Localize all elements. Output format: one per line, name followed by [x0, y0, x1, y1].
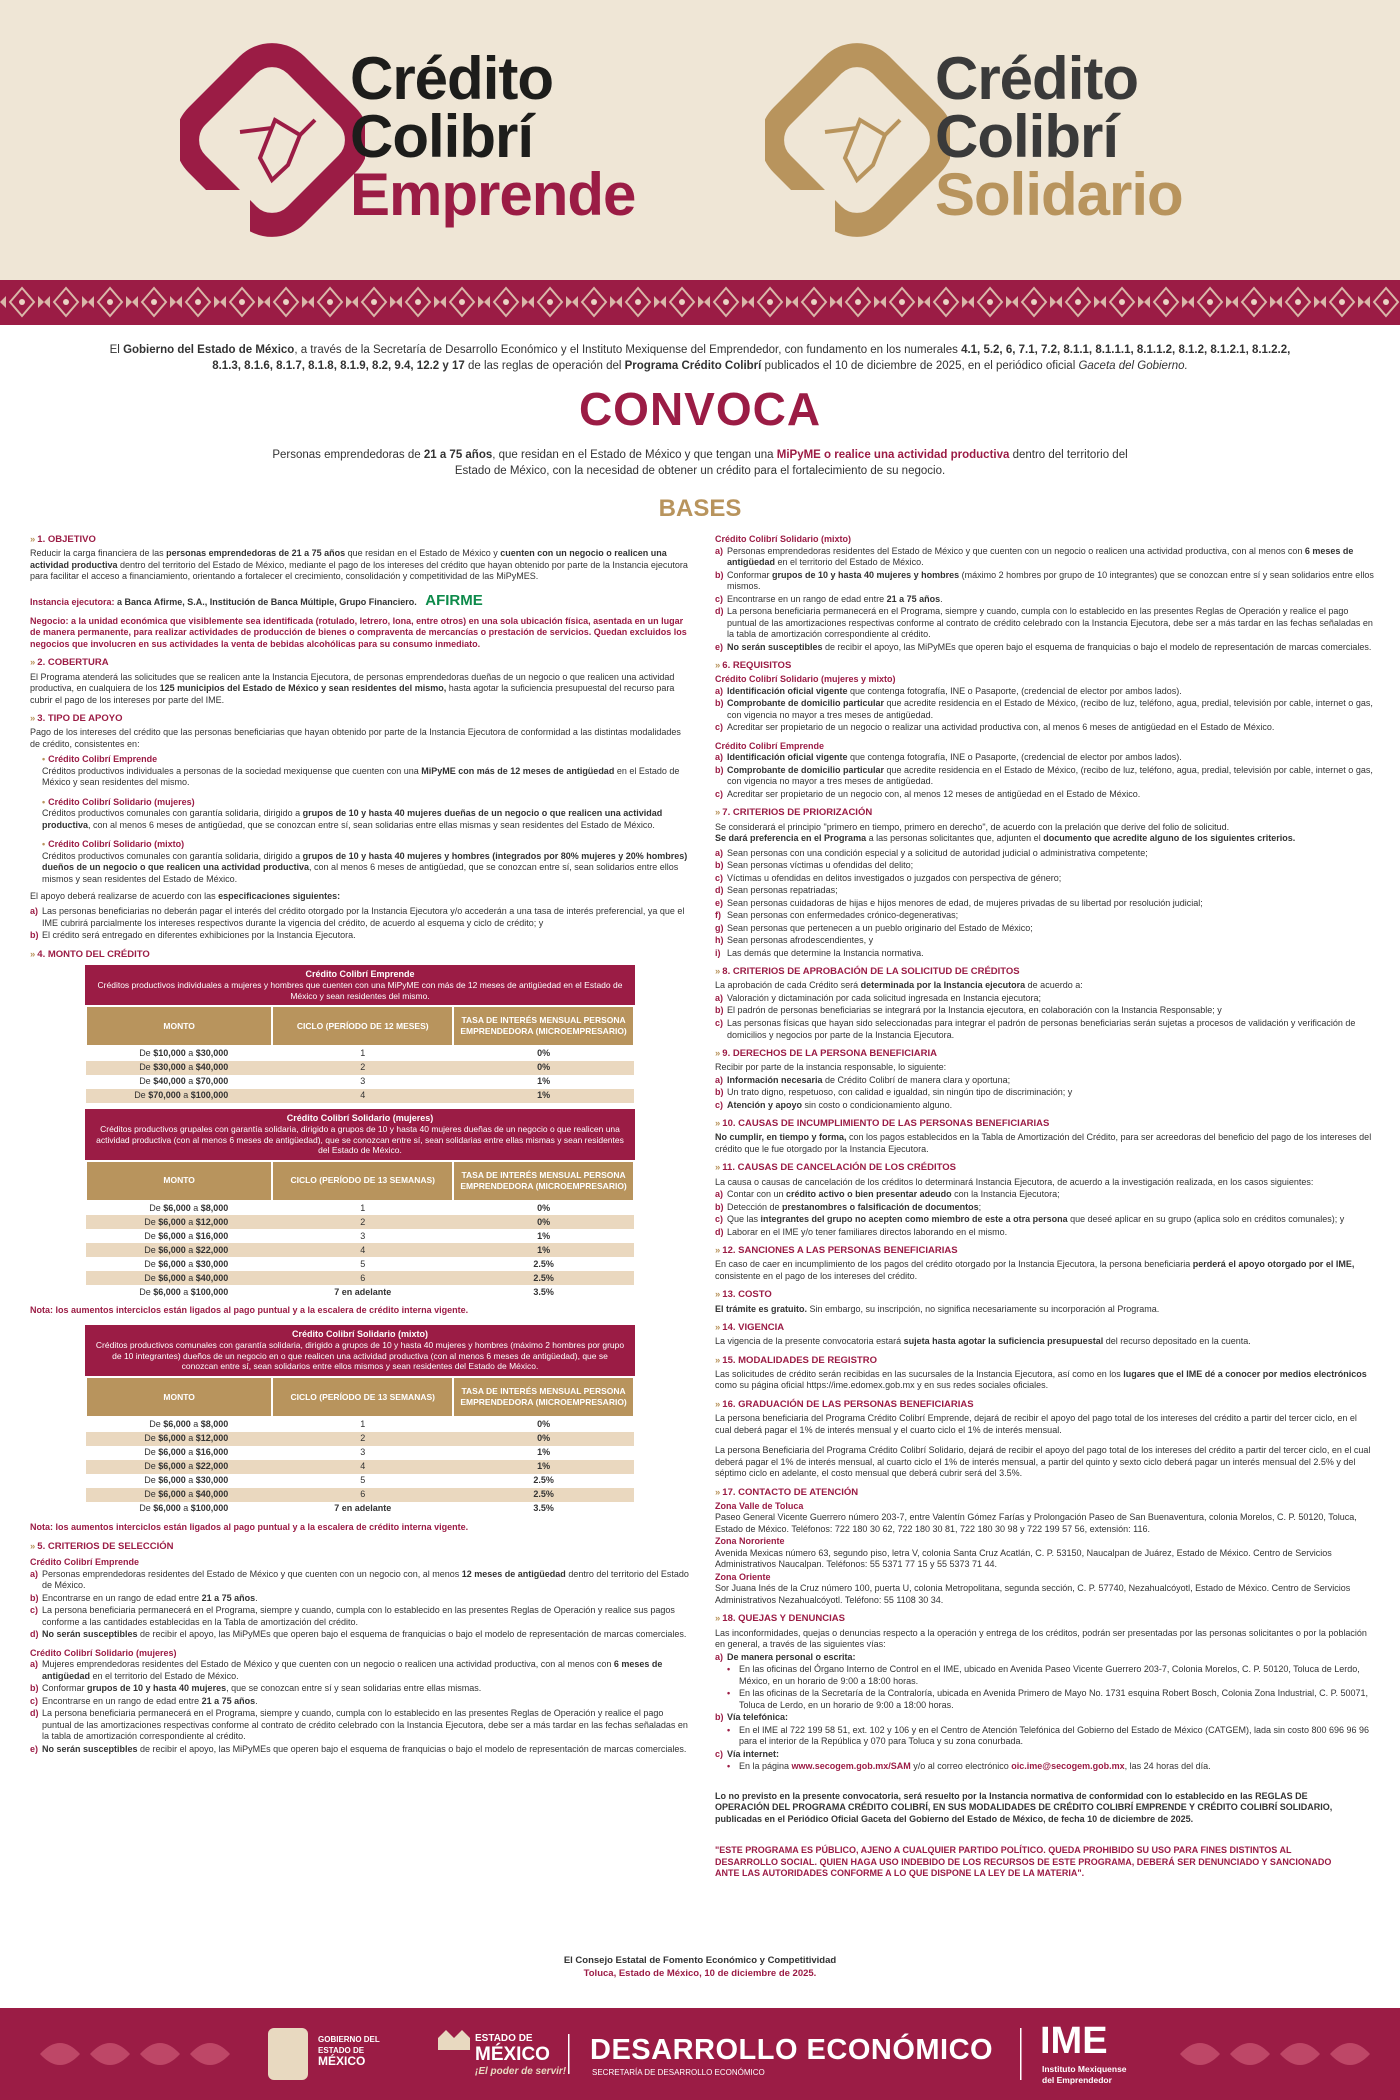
- section-cancelacion: » 11. CAUSAS DE CANCELACIÓN DE LOS CRÉDITOS La causa o causas de cancelación de los créditos lo determinará Instancia Ejecutora, de acuerdo a la investigación realizada, en los casos siguientes: a) Contar con un crédito activo o bien presentar adeudo con la Instancia Ejecutora; b) Detección de prestanombres o falsificación de documentos; c) Que las integrantes del grupo no acepten como miembro de este a otra persona que deseé aplicar en su grupo (aplica solo en créditos comunales); y d) Laborar en el IME y/o tener familiares directos laborando en el mismo.: [715, 1162, 1375, 1238]
- section-modalidades: » 15. MODALIDADES DE REGISTRO Las solicitudes de crédito serán recibidas en las sucursales de la Instancia Ejecutora, así como en los lugares que el IME dé a conocer por medios electrónicos como su página oficial https://ime.edomex.gob.mx y en sus redes sociales oficiales.: [715, 1355, 1375, 1392]
- logo1-line3: Emprende: [350, 161, 636, 228]
- tasa-cell: 1%: [453, 1089, 634, 1103]
- monto-cell: De $6,000 a $40,000: [86, 1271, 272, 1285]
- list-item: b) Sean personas víctimas u ofendidas del delito;: [715, 860, 914, 871]
- list-item: f) Sean personas con enfermedades crónico-degenerativas;: [715, 910, 959, 921]
- section-vigencia: » 14. VIGENCIA La vigencia de la presente convocatoria estará sujeta hasta agotar la suficiencia presupuestal del recurso depositado en la cuenta.: [715, 1322, 1375, 1348]
- tasa-cell: 0%: [537, 1419, 551, 1429]
- ciclo-cell: 2: [272, 1432, 453, 1446]
- table-row: [86, 1502, 634, 1516]
- section-criterios-seleccion: » 5. CRITERIOS DE SELECCIÓN Crédito Colibrí Emprende a) Personas emprendedoras residentes del Estado de México y que cuenten con un negocio con, al menos 12 meses de antigüedad dentro del territorio del Estado de México. b) Encontrarse en un rango de edad entre 21 a 75 años. c) La persona beneficiaria permanecerá en el Programa, siempre y cuando, cumpla con lo establecido en las presentes Reglas de Operación y realice sus pagos conforme a las cantidades establecidas en la Tabla de amortización del crédito. d) No serán susceptibles de recibir el apoyo, las MiPyMEs que operen bajo el esquema de franquicias o bajo el modelo de representación de marcas comerciales. Crédito Colibrí Solidario (mujeres) a) Mujeres emprendedoras residentes del Estado de México y que cuenten con un negocio o realicen una actividad productiva, con al menos con 6 meses de antigüedad en el territorio del Estado de México. b) Conformar grupos de 10 y hasta 40 mujeres, que se conozcan entre sí y sean solidarias entre ellas mismas. c) Encontrarse en un rango de edad entre 21 a 75 años. d) La persona beneficiaria permanecerá en el Programa, siempre y cuando, cumpla con lo establecido en las presentes Reglas de Operación y realice el pago puntual de las amortizaciones respectivas conforme al contrato de crédito celebrado con la Instancia Ejecutora, debe ser a más tardar en las fechas señaladas en la tabla de amortización correspondiente al crédito. e) No serán susceptibles de recibir el apoyo, las MiPyMEs que operen bajo el esquema de franquicias o bajo el modelo de representación de marcas comerciales.: [30, 1541, 690, 1755]
- logo2-line3: Solidario: [935, 161, 1183, 228]
- section-requisitos: » 6. REQUISITOS Crédito Colibrí Solidario (mujeres y mixto) a) Identificación oficial vigente que contenga fotografía, INE o Pasaporte, (credencial de elector por ambos lados). b) Comprobante de domicilio particular que acredite residencia en el Estado de México, (recibo de luz, teléfono, agua, predial, televisión por cable, internet o gas, con vigencia no mayor a tres meses de antigüedad. c) Acreditar ser propietario de un negocio o realizar una actividad productiva con, al menos 6 meses de antigüedad en el Estado de México. Crédito Colibrí Emprende a) Identificación oficial vigente que contenga fotografía, INE o Pasaporte, (credencial de elector por ambos lados). b) Comprobante de domicilio particular que acredite residencia en el Estado de México, (recibo de luz, teléfono, agua, predial, televisión por cable, internet o gas, con vigencia no mayor a tres meses de antigüedad. c) Acreditar ser propietario de un negocio con, al menos 12 meses de antigüedad en el Estado de México.: [715, 660, 1375, 800]
- list-item: a) Información necesaria de Crédito Colibrí de manera clara y oportuna;: [715, 1074, 1011, 1085]
- list-item: h) Sean personas afrodescendientes, y: [715, 935, 874, 946]
- table-row: [86, 1089, 634, 1103]
- table-row: [86, 1075, 634, 1089]
- section-aprobacion: » 8. CRITERIOS DE APROBACIÓN DE LA SOLICITUD DE CRÉDITOS La aprobación de cada Crédito será determinada por la Instancia ejecutora de acuerdo a: a) Valoración y dictaminación por cada solicitud ingresada en Instancia ejecutora; b) El padrón de personas beneficiarias se integrará por la Instancia ejecutora, en colaboración con la Instancia Responsable; y c) Las personas físicas que hayan sido seleccionadas para integrar el padrón de personas beneficiarias serán sujetas a procesos de validación y verificación de domicilios y negocios por parte de la Instancia Ejecutora.: [715, 966, 1375, 1041]
- list-item: c) Víctimas u ofendidas en delitos investigados o juzgados con perspectiva de género;: [715, 872, 1062, 883]
- list-item: d) La persona beneficiaria permanecerá en el Programa, siempre y cuando, cumpla con lo establecido en las presentes Reglas de Operación y realice el pago puntual de las amortizaciones respectivas conforme al contrato de crédito celebrado con la Instancia Ejecutora, debe ser a más tardar en las fechas señaladas en la tabla de amortización correspondiente al crédito.: [30, 1708, 688, 1742]
- tasa-cell: 1%: [537, 1075, 551, 1086]
- convoca-title: CONVOCA: [578, 383, 822, 435]
- section-tipo-apoyo: » 3. TIPO DE APOYO Pago de los intereses del crédito que las personas beneficiarias que hayan obtenido por parte de la Instancia Ejecutora de conformidad a las distintas modalidades de crédito, consistentes en: • Crédito Colibrí Emprende Créditos productivos individuales a personas de la sociedad mexiquense que cuenten con una MiPyME con más de 12 meses de antigüedad en el Estado de México y sean residentes del mismo. • Crédito Colibrí Solidario (mujeres) Créditos productivos comunales con garantía solidaria, dirigido a grupos de 10 y hasta 40 mujeres dueñas de un negocio o que realicen una actividad productiva, con al menos 6 meses de antigüedad, que se conozcan entre sí, sean solidarias entre ellas mismas y sean residentes del Estado de México. • Crédito Colibrí Solidario (mixto) Créditos productivos comunales con garantía solidaria, dirigido a grupos de 10 y hasta 40 mujeres y hombres (integrados por 80% mujeres y 20% hombres) dueños de un negocio o que realicen una actividad productiva, con al menos 6 meses de antigüedad, que se conozcan entre sí, sean solidarios entre ellos mismos y sean residentes del Estado de México. El apoyo deberá realizarse de acuerdo con las especificaciones siguientes: a) Las personas beneficiarias no deberán pagar el interés del crédito otorgado por la Instancia Ejecutora y/o accederán a una tasa de interés preferencial, ya que el IME cubrirá parcialmente los intereses respectivos durante la vigencia del crédito, de acuerdo al esquema y ciclo de crédito; y b) El crédito será entregado en diferentes exhibiciones por la Instancia Ejecutora.: [30, 713, 690, 941]
- list-item: b) Conformar grupos de 10 y hasta 40 mujeres, que se conozcan entre sí y sean solidarias entre ellas mismas.: [30, 1683, 482, 1694]
- lead-paragraph: Personas emprendedoras de 21 a 75 años, que residan en el Estado de México y que tengan una MiPyME o realice una actividad productiva dentro del territorio del Estado de México, con la necesidad de obtener un crédito para el fortalecimiento de su negocio.: [272, 449, 1128, 477]
- table-row: [86, 1460, 634, 1474]
- list-item: a) Sean personas con una condición especial y a solicitud de autoridad judicial o administrativa competente;: [715, 847, 1148, 858]
- pattern-icon: [0, 284, 1400, 321]
- list-item: b) Detección de prestanombres o falsificación de documentos;: [715, 1201, 982, 1212]
- logo1-line2: Colibrí: [350, 103, 533, 170]
- list-item: b) Conformar grupos de 10 y hasta 40 mujeres y hombres (máximo 2 hombres por grupo de 10 integrantes) que se conozcan entre sí y sean solidarios entre ellos mismos.: [715, 569, 1374, 592]
- tasa-cell: 2.5%: [533, 1474, 554, 1485]
- logo2-line2: Colibrí: [935, 103, 1118, 170]
- email-link[interactable]: oic.ime@secogem.gob.mx: [1011, 1761, 1125, 1772]
- tasa-cell: 0%: [453, 1215, 634, 1229]
- monto-cell: De $6,000 a $8,000: [149, 1202, 229, 1213]
- ciclo-cell: 6: [272, 1271, 453, 1285]
- section-objetivo: » 1. OBJETIVO Reducir la carga financiera de las personas emprendedoras de 21 a 75 años que residan en el Estado de México y cuenten con un negocio o realicen una actividad productiva dentro del territorio del Estado de México, mediante el pago de los intereses del crédito que hayan obtenido por parte de la Instancia ejecutora para facilitar el acceso a financiamiento, orientando a fortalecer el crecimiento, consolidación y competitividad de las MiPyMES. Instancia ejecutora: a Banca Afirme, S.A., Institución de Banca Múltiple, Grupo Financiero. AFIRME Negocio: a la unidad económica que visiblemente sea identificada (rotulado, letrero, lona, entre otros) en una sola ubicación física, asentada en un lugar de manera permanente, para realizar actividades de producción de bienes o compraventa de mercancías o prestación de servicios. Quedan excluidos los negocios que involucren en sus actividades la venta de bebidas alcohólicas para su consumo inmediato.: [30, 534, 690, 650]
- ciclo-cell: 3: [360, 1075, 366, 1086]
- sam-link[interactable]: www.secogem.gob.mx/SAM: [791, 1761, 911, 1772]
- table-row: [86, 1215, 634, 1229]
- list-item: d) No serán susceptibles de recibir el apoyo, las MiPyMEs que operen bajo el esquema de franquicias o bajo el modelo de representación de marcas comerciales.: [30, 1629, 687, 1640]
- monto-cell: De $6,000 a $8,000: [149, 1419, 229, 1429]
- monto-cell: De $6,000 a $100,000: [139, 1502, 229, 1513]
- footer-bar: [0, 2008, 1400, 2100]
- logo-credito-colibri-solidario: [765, 40, 1365, 250]
- tasa-cell: 0%: [537, 1202, 551, 1213]
- monto-cell: De $6,000 a $30,000: [144, 1258, 229, 1269]
- afirme-logo: AFIRME: [425, 591, 483, 609]
- table-row: [86, 1488, 634, 1502]
- table-row: [86, 1046, 634, 1061]
- list-item: b) Comprobante de domicilio particular que acredite residencia en el Estado de México, (recibo de luz, teléfono, agua, predial, televisión por cable, internet o gas, con vigencia no mayor a tres meses de antigüedad.: [715, 764, 1373, 787]
- table-emprende: Crédito Colibrí Emprende Créditos productivos individuales a mujeres y hombres que cuenten con una MiPyME con más de 12 meses de antigüedad en el Estado de México y sean residentes del mismo. MONTO CICLO (PERÍODO DE 12 MESES) TASA DE INTERÉS MENSUAL PERSONA EMPRENDEDORA (MICROEMPRESARIO) De $10,000 a $30,000 1 0% De $30,000 a $40,000 2 0% De $40,000 a $70,000 3 1% De $70,000 a $100,000 4 1%: [85, 965, 635, 1103]
- section-quejas: » 18. QUEJAS Y DENUNCIAS Las inconformidades, quejas o denuncias respecto a la operación y entrega de los créditos, podrán ser presentadas por las personas solicitantes o por la población en general, a través de las siguientes vías: a) De manera personal o escrita: • En las oficinas del Órgano Interno de Control en el IME, ubicado en Avenida Paseo Vicente Guerrero 203-7, Colonia Morelos, C. P. 50120, Toluca de Lerdo, México, en un horario de 9:00 a 18:00 horas. • En las oficinas de la Secretaría de la Contraloría, ubicada en Avenida Primero de Mayo No. 1731 esquina Robert Bosch, Colonia Zona Industrial, C. P. 50071, Toluca de Lerdo, en un horario de 9:00 a 18:00 horas. b) Vía telefónica: • En el IME al 722 199 58 51, ext. 102 y 106 y en el Centro de Atención Telefónica del Gobierno del Estado de México (CATGEM), lada sin costo 800 696 96 96 para el interior de la República y 070 para Toluca y su zona conurbada. c) Vía internet: • En la página www.secogem.gob.mx/SAM y/o al correo electrónico oic.ime@secogem.gob.mx, las 24 horas del día.: [715, 1613, 1375, 1772]
- monto-cell: De $6,000 a $30,000: [144, 1474, 229, 1485]
- list-item: c) Atención y apoyo sin costo o condicionamiento alguno.: [715, 1099, 953, 1110]
- table-row: [86, 1474, 634, 1488]
- tasa-cell: 1%: [537, 1446, 551, 1457]
- list-item: d) La persona beneficiaria permanecerá en el Programa, siempre y cuando, cumpla con lo establecido en las presentes Reglas de Operación y realice el pago puntual de las amortizaciones respectivas conforme al contrato de crédito celebrado con la Instancia Ejecutora, debe ser a más tardar en las fechas señaladas en la tabla de amortización correspondiente al crédito.: [715, 606, 1373, 640]
- table-row: [86, 1243, 634, 1257]
- section-criterios-mixto: Crédito Colibrí Solidario (mixto) a) Personas emprendedoras residentes del Estado de México y que cuenten con un negocio o realicen una actividad productiva, con al menos con 6 meses de antigüedad en el territorio del Estado de México. b) Conformar grupos de 10 y hasta 40 mujeres y hombres (máximo 2 hombres por grupo de 10 integrantes) que se conozcan entre sí y sean solidarios entre ellos mismos. c) Encontrarse en un rango de edad entre 21 a 75 años. d) La persona beneficiaria permanecerá en el Programa, siempre y cuando, cumpla con lo establecido en las presentes Reglas de Operación y realice el pago puntual de las amortizaciones respectivas conforme al contrato de crédito celebrado con la Instancia Ejecutora, debe ser a más tardar en las fechas señaladas en la tabla de amortización correspondiente al crédito. e) No serán susceptibles de recibir el apoyo, las MiPyMEs que operen bajo el esquema de franquicias o bajo el modelo de representación de marcas comerciales.: [715, 534, 1374, 652]
- ciclo-cell: 2: [272, 1061, 453, 1075]
- monto-cell: De $10,000 a $30,000: [139, 1048, 229, 1059]
- edomex-logo: ESTADO DE MÉXICO ¡El poder de servir!: [475, 2033, 567, 2077]
- ciclo-cell: 6: [272, 1488, 453, 1502]
- gobierno-logo: GOBIERNO DEL ESTADO DE MÉXICO: [318, 2035, 380, 2068]
- list-item: a) Mujeres emprendedoras residentes del Estado de México y que cuenten con un negocio o realicen una actividad productiva, con al menos con 6 meses de antigüedad en el territorio del Estado de México.: [30, 1659, 663, 1681]
- tasa-cell: 1%: [453, 1243, 634, 1257]
- list-item: c) Acreditar ser propietario de un negocio o realizar una actividad productiva con, al menos 6 meses de antigüedad en el Estado de México.: [715, 722, 1275, 733]
- desarrollo-economico-logo: DESARROLLO ECONÓMICO: [590, 2034, 994, 2066]
- ciclo-cell: 4: [272, 1243, 453, 1257]
- monto-cell: De $70,000 a $100,000: [86, 1089, 272, 1103]
- table-row: [86, 1285, 634, 1299]
- monto-cell: De $6,000 a $12,000: [86, 1215, 272, 1229]
- ciclo-cell: 4: [272, 1460, 453, 1474]
- table-row: [86, 1201, 634, 1216]
- closing-paragraph: Lo no previsto en la presente convocatoria, será resuelto por la Instancia normativa de conformidad con lo establecido en las REGLAS DE OPERACIÓN DEL PROGRAMA CRÉDITO COLIBRÍ, EN SUS MODALIDADES DE CRÉDITO COLIBRÍ EMPRENDE Y CRÉDITO COLIBRÍ SOLIDARIO, publicadas en el Periódico Oficial Gaceta del Gobierno del Estado de México, de fecha 10 de diciembre de 2025.: [715, 1790, 1333, 1824]
- section-derechos: » 9. DERECHOS DE LA PERSONA BENEFICIARIA Recibir por parte de la instancia responsable, lo siguiente: a) Información necesaria de Crédito Colibrí de manera clara y oportuna; b) Un trato digno, respetuoso, con calidad e igualdad, sin ningún tipo de discriminación; y c) Atención y apoyo sin costo o condicionamiento alguno.: [715, 1048, 1375, 1111]
- list-item: i) Las demás que determine la Instancia normativa.: [715, 947, 924, 958]
- list-item: c) Acreditar ser propietario de un negocio con, al menos 12 meses de antigüedad en el Estado de México.: [715, 788, 1141, 799]
- logo2-line1: Crédito: [935, 45, 1138, 112]
- list-item: a) Identificación oficial vigente que contenga fotografía, INE o Pasaporte, (credencial de elector por ambos lados).: [715, 752, 1182, 763]
- tasa-cell: 1%: [453, 1460, 634, 1474]
- list-item: c) Encontrarse en un rango de edad entre 21 a 75 años.: [30, 1695, 258, 1706]
- left-column: [30, 534, 690, 1762]
- section-contacto: » 17. CONTACTO DE ATENCIÓN Zona Valle de Toluca Paseo General Vicente Guerrero número 203-7, entre Valentín Gómez Farías y Prolongación Paseo de San Buenaventura, colonia Morelos, C. P. 50120, Toluca, Estado de México. Teléfonos: 722 180 30 62, 722 180 30 81, 722 180 30 98 y 722 199 57 56, extensión: 116. Zona Nororiente Avenida Mexicas número 63, segundo piso, letra V, colonia Santa Cruz Acatlán, C. P. 53150, Naucalpan de Juárez, Estado de México. Centro de Servicios Administrativos Naucalpan. Teléfonos: 55 5371 77 15 y 55 5373 71 44. Zona Oriente Sor Juana Inés de la Cruz número 100, puerta U, colonia Metropolitana, segunda sección, C. P. 57740, Nezahualcóyotl, Estado de México. Centro de Servicios Administrativos Nezahualcóyotl. Teléfono: 55 1108 30 34.: [715, 1487, 1375, 1607]
- list-item: b) Un trato digno, respetuoso, con calidad e igualdad, sin ningún tipo de discriminación; y: [715, 1087, 1073, 1098]
- table-row: [86, 1271, 634, 1285]
- section-sanciones: » 12. SANCIONES A LAS PERSONAS BENEFICIARIAS En caso de caer en incumplimiento de los pagos del crédito otorgado por la Instancia Ejecutora, la persona beneficiaria perderá el apoyo otorgado por el IME, consistente en el pago de los intereses del crédito.: [715, 1245, 1375, 1282]
- section-priorizacion: » 7. CRITERIOS DE PRIORIZACIÓN Se considerará el principio "primero en tiempo, primero en derecho", de acuerdo con la prelación que derive del folio de solicitud. Se dará preferencia en el Programa a las personas solicitantes que, adjunten el documento que acredite alguno de los siguientes criterios. a) Sean personas con una condición especial y a solicitud de autoridad judicial o administrativa competente; b) Sean personas víctimas u ofendidas del delito; c) Víctimas u ofendidas en delitos investigados o juzgados con perspectiva de género; d) Sean personas repatriadas; e) Sean personas cuidadoras de hijas e hijos menores de edad, de mujeres privadas de su libertad por resolución judicial; f) Sean personas con enfermedades crónico-degenerativas; g) Sean personas que pertenecen a un pueblo originario del Estado de México; h) Sean personas afrodescendientes, y i) Las demás que determine la Instancia normativa.: [715, 807, 1375, 959]
- monto-cell: De $6,000 a $22,000: [86, 1243, 272, 1257]
- ciclo-cell: 4: [272, 1089, 453, 1103]
- ciclo-cell: 2: [272, 1215, 453, 1229]
- list-item: a) Personas emprendedoras residentes del Estado de México y que cuenten con un negocio o realicen una actividad productiva, con al menos con 6 meses de antigüedad en el territorio del Estado de México.: [715, 545, 1354, 568]
- ciclo-cell: 7 en adelante: [334, 1502, 392, 1513]
- list-item: a) Identificación oficial vigente que contenga fotografía, INE o Pasaporte, (credencial de elector por ambos lados).: [715, 685, 1182, 696]
- bases-title: BASES: [658, 495, 742, 522]
- header-banner: [0, 0, 1400, 280]
- ciclo-cell: 5: [360, 1474, 366, 1485]
- tasa-cell: 3.5%: [533, 1286, 554, 1297]
- list-item: b) Encontrarse en un rango de edad entre 21 a 75 años.: [30, 1592, 258, 1603]
- ciclo-cell: 5: [360, 1258, 366, 1269]
- list-item: a) Contar con un crédito activo o bien presentar adeudo con la Instancia Ejecutora;: [715, 1189, 1060, 1200]
- table-row: [86, 1446, 634, 1460]
- list-item: c) Las personas físicas que hayan sido seleccionadas para integrar el padrón de personas beneficiarias serán sujetas a procesos de validación y verificación de domicilios y negocios por parte de la Instancia Ejecutora.: [715, 1018, 1356, 1040]
- section-cobertura: » 2. COBERTURA El Programa atenderá las solicitudes que se realicen ante la Instancia Ejecutora, de personas emprendedoras dueñas de un negocio o que realicen una actividad productiva, en cualquiera de los 125 municipios del Estado de México y sean residentes del mismo, hasta agotar la suficiencia presupuestal del recurso para cubrir el pago de los intereses por parte del IME.: [30, 657, 690, 706]
- list-item: c) Encontrarse en un rango de edad entre 21 a 75 años.: [715, 593, 943, 604]
- section-graduacion: » 16. GRADUACIÓN DE LAS PERSONAS BENEFICIARIAS La persona beneficiaria del Programa Crédito Colibrí Emprende, dejará de recibir el apoyo del pago total de los intereses del crédito a partir del tercer ciclo, en el cual deberá pagar el 1% de interés mensual y el cuarto ciclo el 1% de interés mensual. La persona Beneficiaria del Programa Crédito Colibrí Solidario, dejará de recibir el apoyo del pago total de los intereses del crédito a partir del tercer ciclo, en el cual deberá pagar el 1% de interés mensual, al cuarto ciclo el 1% de interés mensual, a partir del quinto y sexto ciclo deberá pagar un interés mensual del 2.5% y del séptimo ciclo en adelante, el costo mensual que deberá cubrir será del 3.5%.: [715, 1399, 1375, 1480]
- table-row: [86, 1229, 634, 1243]
- tasa-cell: 0%: [537, 1048, 551, 1059]
- monto-cell: De $6,000 a $100,000: [139, 1286, 229, 1297]
- list-item: a) Personas emprendedoras residentes del Estado de México y que cuenten con un negocio con, al menos 12 meses de antigüedad dentro del territorio del Estado de México.: [30, 1568, 689, 1591]
- list-item: g) Sean personas que pertenecen a un pueblo originario del Estado de México;: [715, 922, 1033, 933]
- table-row: [86, 1432, 634, 1446]
- tasa-cell: 1%: [537, 1230, 551, 1241]
- tasa-cell: 0%: [453, 1432, 634, 1446]
- ciclo-cell: 1: [360, 1202, 366, 1213]
- monto-cell: De $6,000 a $22,000: [86, 1460, 272, 1474]
- tasa-cell: 2.5%: [533, 1258, 554, 1269]
- list-item: b) Comprobante de domicilio particular que acredite residencia en el Estado de México, (recibo de luz, teléfono, agua, predial, televisión por cable, internet o gas, con vigencia no mayor a tres meses de antigüedad.: [715, 698, 1373, 720]
- logo-credito-colibri-emprende: [180, 40, 780, 250]
- list-item: b) El padrón de personas beneficiarias se integrará por la Instancia ejecutora, en colaboración con la Instancia Responsable; y: [715, 1005, 1222, 1016]
- table-row: [86, 1257, 634, 1271]
- hummingbird-icon: [180, 40, 365, 240]
- legal-legend: "ESTE PROGRAMA ES PÚBLICO, AJENO A CUALQUIER PARTIDO POLÍTICO. QUEDA PROHIBIDO SU USO PARA FINES DISTINTOS AL DESARROLLO SOCIAL. QUIEN HAGA USO INDEBIDO DE LOS RECURSOS DE ESTE PROGRAMA, DEBERÁ SER DENUNCIADO Y SANCIONADO ANTE LAS AUTORIDADES CONFORME A LO QUE DISPONE LA LEY DE LA MATERIA".: [715, 1845, 1332, 1879]
- table-row: [86, 1417, 634, 1432]
- ime-label: Instituto Mexiquense del Emprendedor: [1042, 2064, 1127, 2085]
- intro-paragraph: El Gobierno del Estado de México, a través de la Secretaría de Desarrollo Económico y el Instituto Mexiquense del Emprendedor, con fundamento en los numerales 4.1, 5.2, 6, 7.1, 7.2, 8.1.1, 8.1.1.1, 8.1.1.2, 8.1.2, 8.1.2.1, 8.1.2.2, 8.1.3, 8.1.6, 8.1.7, 8.1.8, 8.1.9, 8.2, 9.4, 12.2 y 17 de las reglas de operación del Programa Crédito Colibrí publicados el 10 de diciembre de 2025, en el periódico oficial Gaceta del Gobierno.: [109, 344, 1291, 373]
- ciclo-cell: 3: [360, 1446, 366, 1457]
- list-item: e) No serán susceptibles de recibir el apoyo, las MiPyMEs que operen bajo el esquema de franquicias o bajo el modelo de representación de marcas comerciales.: [30, 1743, 687, 1754]
- list-item: d) Laborar en el IME y/o tener familiares directos laborando en el mismo.: [715, 1226, 1008, 1237]
- tasa-cell: 0%: [453, 1061, 634, 1075]
- section-monto: » 4. MONTO DEL CRÉDITO Crédito Colibrí Emprende Créditos productivos individuales a mujeres y hombres que cuenten con una MiPyME con más de 12 meses de antigüedad en el Estado de México y sean residentes del mismo. MONTO CICLO (PERÍODO DE 12 MESES) TASA DE INTERÉS MENSUAL PERSONA EMPRENDEDORA (MICROEMPRESARIO) De $10,000 a $30,000 1 0% De $30,000 a $40,000 2 0% De $40,000 a $70,000 3 1% De $70,000 a $100,000 4 1% Crédito Colibrí Solidario (mujeres) Créditos productivos grupales con garantía solidaria, dirigido a grupos de 10 y hasta 40 mujeres dueñas de un negocio o que realicen una actividad productiva (con al menos 6 meses de antigüedad), que se conozcan entre sí, sean solidarias entre ellas mismas y sean residentes del Estado de México. MONTO CICLO (PERÍODO DE 13 SEMANAS) TASA DE INTERÉS MENSUAL PERSONA EMPRENDEDORA (MICROEMPRESARIO) De $6,000 a $8,000 1 0% De $6,000 a $12,000 2 0% De $6,000 a $16,000 3 1% De $6,000 a $22,000 4 1% De $6,000 a $30,000 5 2.5% De $6,000 a $40,000 6 2.5% De $6,000 a $100,000 7 en adelante 3.5% Nota: los aumentos interciclos están ligados al pago puntual y a la escalera de crédito interna vigente. Crédito Colibrí Solidario (mixto) Créditos productivos comunales con garantía solidaria, dirigido a grupos de 10 y hasta 40 mujeres y hombres (máximo 2 hombres por grupo de 10 integrantes) dueños de un negocio en o que realicen una actividad productiva (con al menos 6 meses de antigüedad), que se conozcan entre sí, sean solidarios entre ellos mismos y sean residentes del Estado de México. MONTO CICLO (PERÍODO DE 13 SEMANAS) TASA DE INTERÉS MENSUAL PERSONA EMPRENDEDORA (MICROEMPRESARIO) De $6,000 a $8,000 1 0% De $6,000 a $12,000 2 0% De $6,000 a $16,000 3 1% De $6,000 a $22,000 4 1% De $6,000 a $30,000 5 2.5% De $6,000 a $40,000 6 2.5% De $6,000 a $100,000 7 en adelante 3.5% Nota: los aumentos interciclos están ligados al pago puntual y a la escalera de crédito interna vigente.: [30, 949, 690, 1533]
- shield-icon: [268, 2028, 308, 2080]
- monto-cell: De $6,000 a $16,000: [144, 1446, 229, 1457]
- monto-cell: De $40,000 a $70,000: [139, 1075, 229, 1086]
- logo1-line1: Crédito: [350, 45, 553, 112]
- list-item: e) Sean personas cuidadoras de hijas e hijos menores de edad, de mujeres privadas de su libertad por resolución judicial;: [715, 897, 1203, 908]
- ciclo-cell: 1: [360, 1048, 366, 1059]
- decorative-band: [0, 280, 1400, 325]
- right-column: [715, 534, 1375, 1883]
- table-solidario-mujeres: Crédito Colibrí Solidario (mujeres) Créditos productivos grupales con garantía solidaria, dirigido a grupos de 10 y hasta 40 mujeres dueñas de un negocio o que realicen una actividad productiva (con al menos 6 meses de antigüedad), que se conozcan entre sí, sean solidarias entre ellas mismas y sean residentes del Estado de México. MONTO CICLO (PERÍODO DE 13 SEMANAS) TASA DE INTERÉS MENSUAL PERSONA EMPRENDEDORA (MICROEMPRESARIO) De $6,000 a $8,000 1 0% De $6,000 a $12,000 2 0% De $6,000 a $16,000 3 1% De $6,000 a $22,000 4 1% De $6,000 a $30,000 5 2.5% De $6,000 a $40,000 6 2.5% De $6,000 a $100,000 7 en adelante 3.5%: [85, 1109, 635, 1300]
- table-solidario-mixto: Crédito Colibrí Solidario (mixto) Créditos productivos comunales con garantía solidaria, dirigido a grupos de 10 y hasta 40 mujeres y hombres (máximo 2 hombres por grupo de 10 integrantes) dueños de un negocio en o que realicen una actividad productiva (con al menos 6 meses de antigüedad), que se conozcan entre sí, sean solidarios entre ellos mismos y sean residentes del Estado de México. MONTO CICLO (PERÍODO DE 13 SEMANAS) TASA DE INTERÉS MENSUAL PERSONA EMPRENDEDORA (MICROEMPRESARIO) De $6,000 a $8,000 1 0% De $6,000 a $12,000 2 0% De $6,000 a $16,000 3 1% De $6,000 a $22,000 4 1% De $6,000 a $30,000 5 2.5% De $6,000 a $40,000 6 2.5% De $6,000 a $100,000 7 en adelante 3.5%: [85, 1325, 635, 1516]
- ciclo-cell: 3: [360, 1230, 366, 1241]
- crown-icon: [438, 2030, 470, 2050]
- section-costo: » 13. COSTO El trámite es gratuito. Sin embargo, su inscripción, no significa necesariamente su incorporación al Programa.: [715, 1289, 1375, 1315]
- monto-cell: De $6,000 a $12,000: [86, 1432, 272, 1446]
- monto-cell: De $6,000 a $16,000: [144, 1230, 229, 1241]
- list-item: c) La persona beneficiaria permanecerá en el Programa, siempre y cuando, cumpla con lo establecido en las presentes Reglas de Operación y realice sus pagos conforme a las cantidades establecidas en la Tabla de amortización del crédito.: [30, 1605, 675, 1627]
- signature: El Consejo Estatal de Fomento Económico y Competitividad Toluca, Estado de México, 10 de diciembre de 2025.: [563, 1955, 837, 1979]
- tasa-cell: 2.5%: [453, 1271, 634, 1285]
- hummingbird-icon: [765, 40, 950, 240]
- table-row: [86, 1061, 634, 1075]
- list-item: e) No serán susceptibles de recibir el apoyo, las MiPyMEs que operen bajo el esquema de franquicias o bajo el modelo de representación de marcas comerciales.: [715, 641, 1372, 652]
- list-item: c) Que las integrantes del grupo no acepten como miembro de este a otra persona que deseé aplicar en su grupo (aplica solo en créditos comunales); y: [715, 1214, 1345, 1225]
- monto-cell: De $30,000 a $40,000: [86, 1061, 272, 1075]
- ciclo-cell: 7 en adelante: [334, 1286, 392, 1297]
- secretaria-label: SECRETARÍA DE DESARROLLO ECONÓMICO: [592, 2068, 765, 2077]
- tasa-cell: 2.5%: [453, 1488, 634, 1502]
- tasa-cell: 3.5%: [533, 1502, 554, 1513]
- section-incumplimiento: » 10. CAUSAS DE INCUMPLIMIENTO DE LAS PERSONAS BENEFICIARIAS No cumplir, en tiempo y forma, con los pagos establecidos en la Tabla de Amortización del Crédito, para ser acreedoras del beneficio del pago de los intereses del crédito que le fue otorgado por la Instancia Ejecutora.: [715, 1118, 1375, 1155]
- ciclo-cell: 1: [360, 1419, 366, 1429]
- list-item: d) Sean personas repatriadas;: [715, 885, 838, 896]
- list-item: a) Valoración y dictaminación por cada solicitud ingresada en Instancia ejecutora;: [715, 992, 1042, 1003]
- monto-cell: De $6,000 a $40,000: [86, 1488, 272, 1502]
- ime-logo: IME: [1040, 2020, 1108, 2062]
